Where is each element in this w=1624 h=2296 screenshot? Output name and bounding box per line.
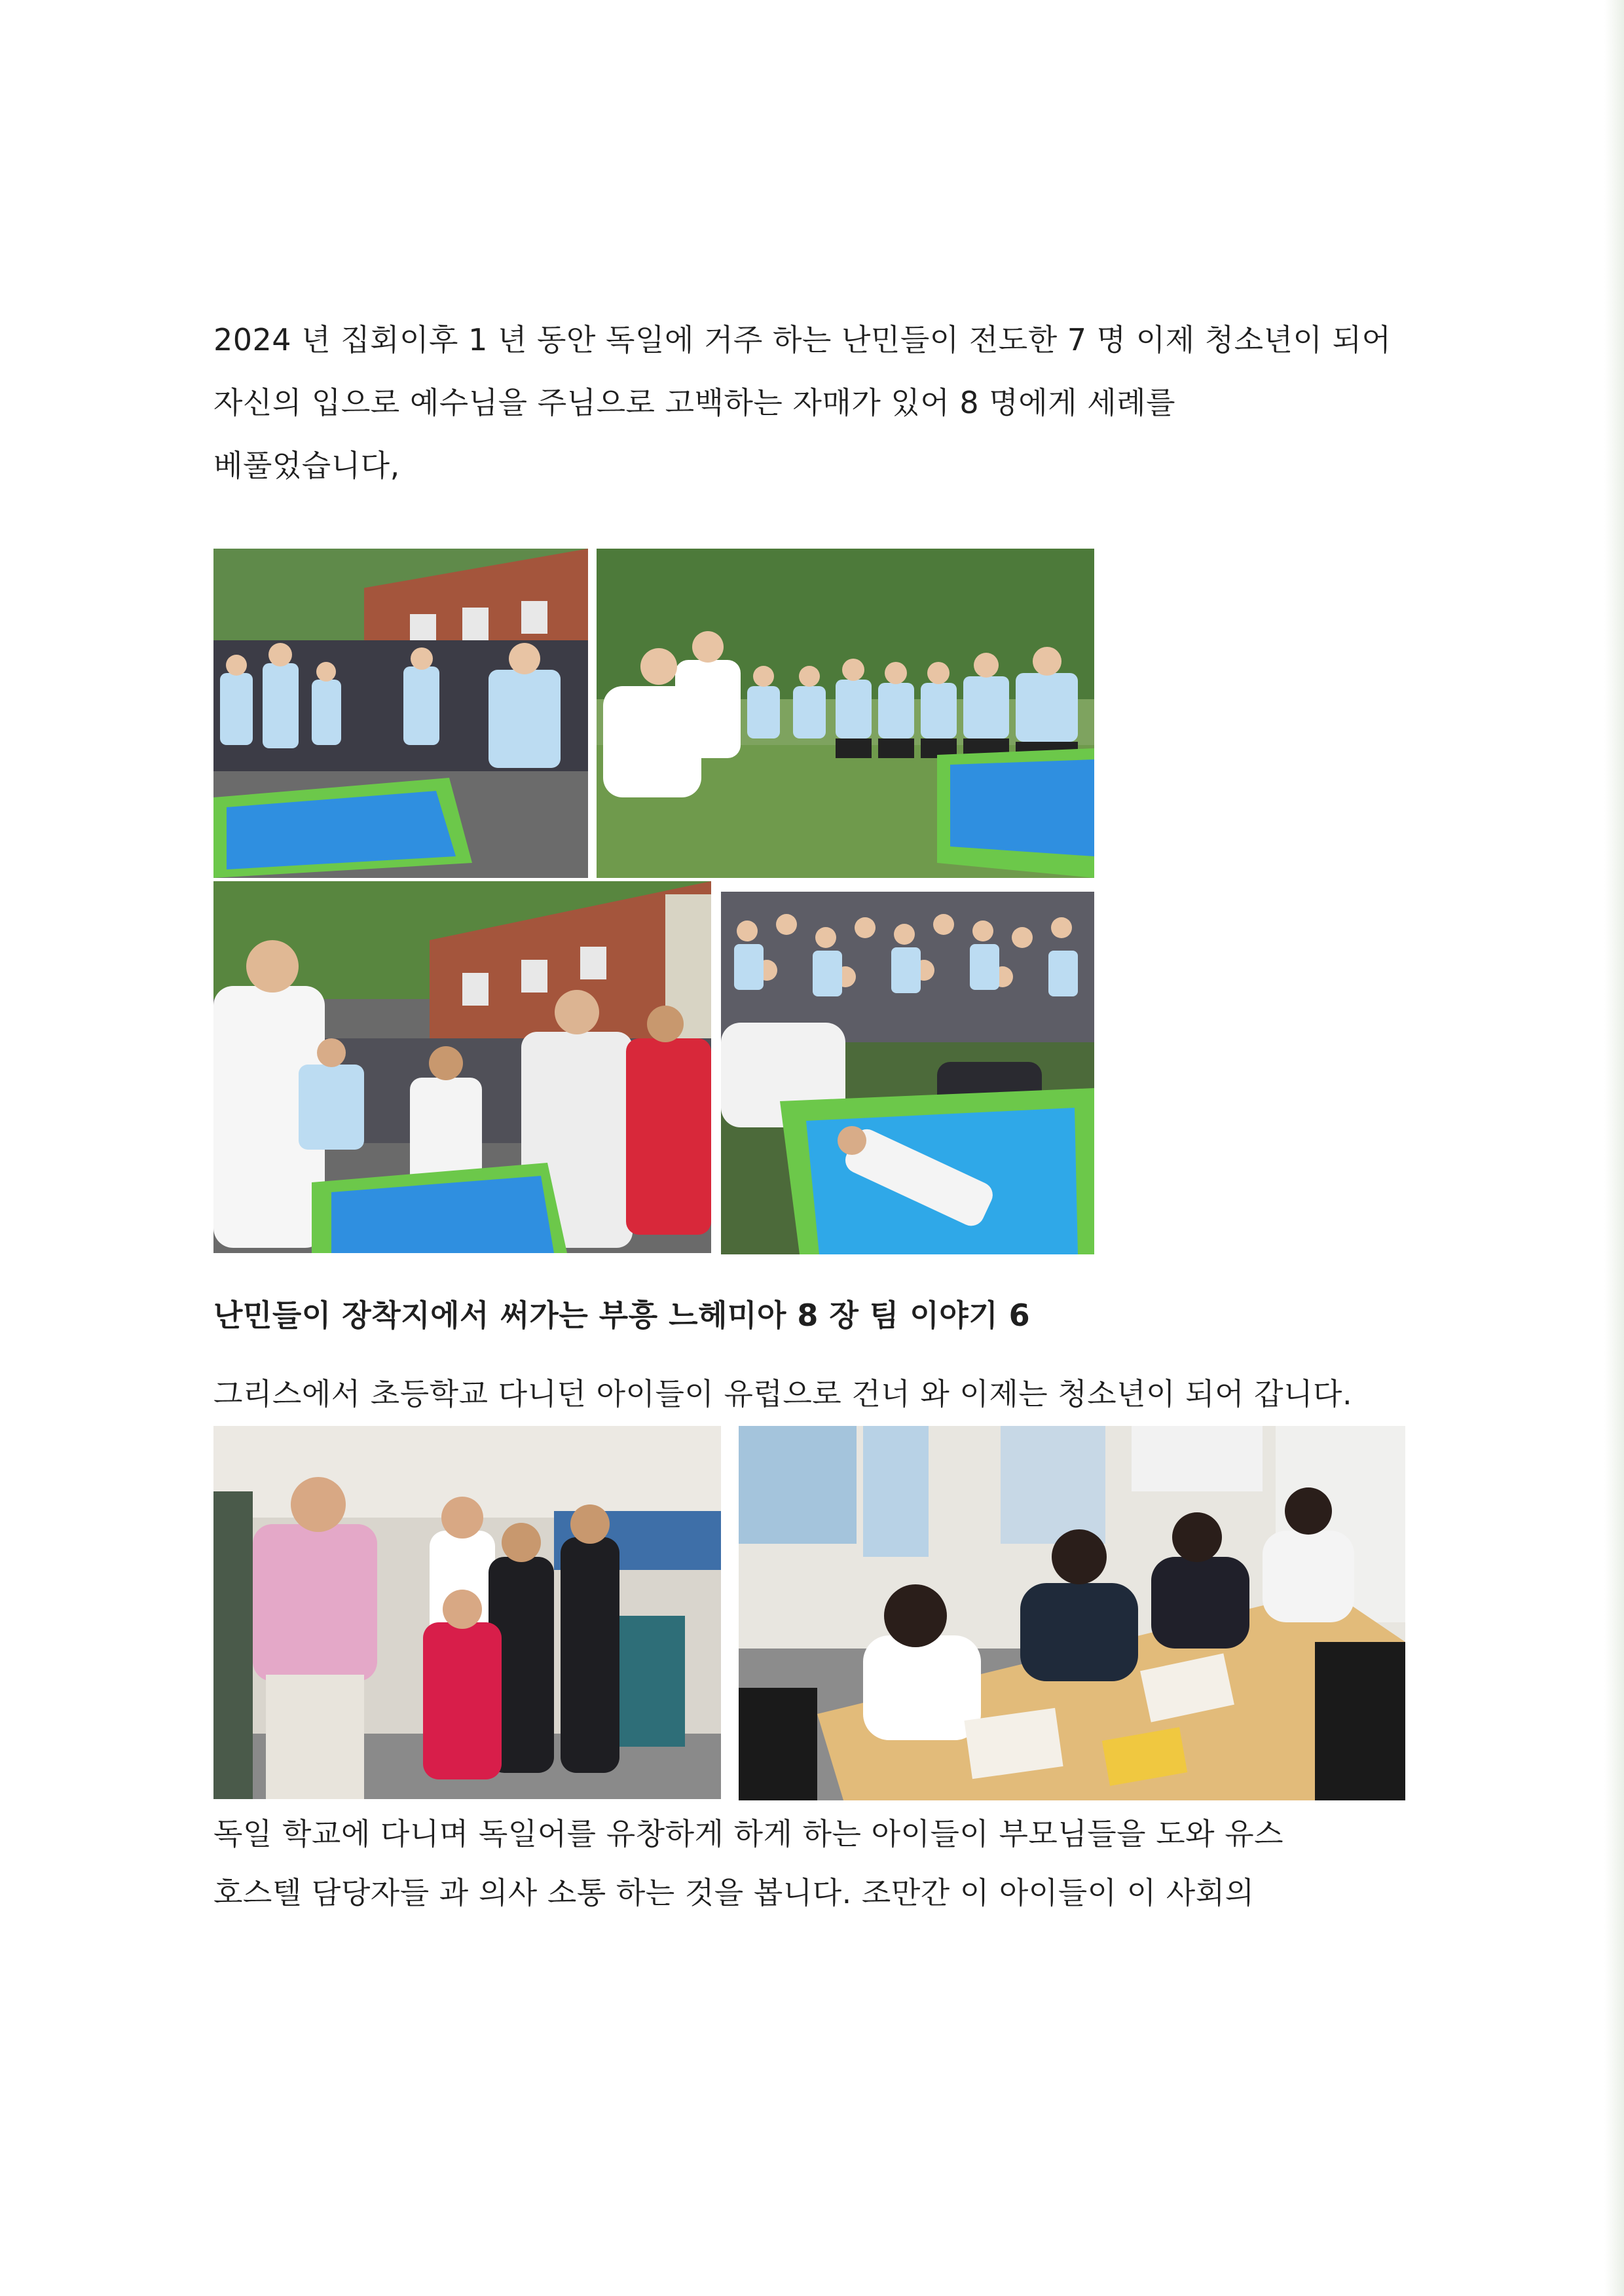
photo-students-drawing	[739, 1426, 1405, 1800]
photo-immersion-in-pool	[721, 892, 1094, 1254]
intro-line-1: 2024 년 집회이후 1 년 동안 독일에 거주 하는 난민들이 전도한 7 명 이제 청소년이 되어	[213, 322, 1392, 357]
photo-girls-posing	[213, 1426, 721, 1799]
section-intro: 그리스에서 초등학교 다니던 아이들이 유럽으로 건너 와 이제는 청소년이 되어 갑니다.	[213, 1376, 1353, 1412]
closing-line-2: 호스텔 담당자들 과 의사 소통 하는 것을 봅니다. 조만간 이 아이들이 이 사회의	[213, 1875, 1255, 1910]
scan-edge-strip	[1604, 0, 1624, 2296]
section-title: 난민들이 장착지에서 써가는 부흥 느헤미아 8 장 팀 이야기 6	[213, 1298, 1031, 1333]
closing-line-1: 독일 학교에 다니며 독일어를 유창하게 하게 하는 아이들이 부모님들을 도와 유스	[213, 1816, 1284, 1851]
photo-crowd-by-pool	[213, 549, 588, 878]
photo-group-blue-shirts-pool	[597, 549, 1094, 878]
intro-line-3: 베풀었습니다,	[213, 448, 400, 483]
photo-women-by-pool	[213, 881, 711, 1253]
intro-line-2: 자신의 입으로 예수님을 주님으로 고백하는 자매가 있어 8 명에게 세례를	[213, 385, 1176, 420]
